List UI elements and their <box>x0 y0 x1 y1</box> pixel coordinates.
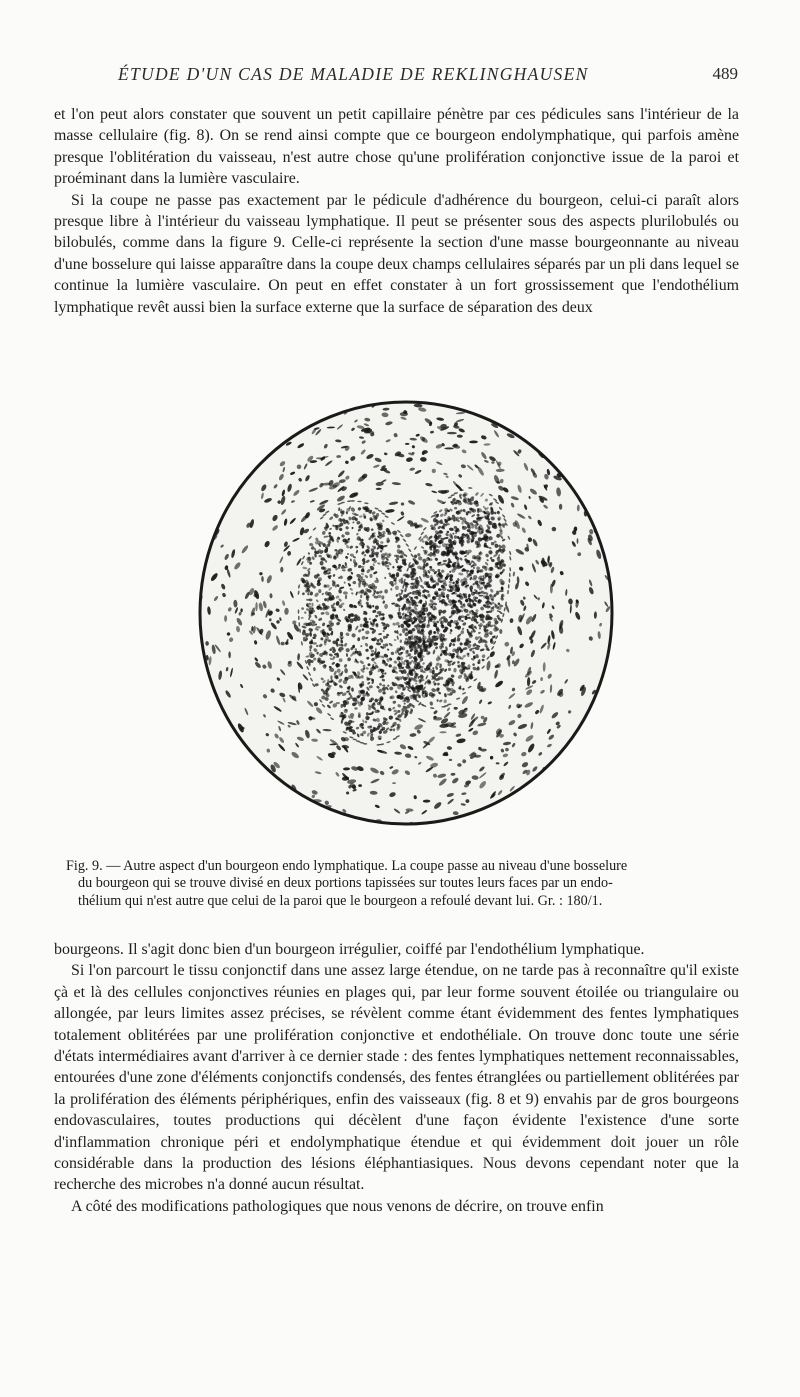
caption-line: thélium qui n'est autre que celui de la paroi que le bourgeon a refoulé devant lui. Gr. : 180/1. <box>78 892 603 909</box>
cell-nucleus <box>228 491 232 495</box>
cell-nucleus <box>603 470 609 476</box>
cell-nucleus <box>540 443 545 449</box>
cell-nucleus <box>444 447 454 449</box>
cell-nucleus <box>257 415 264 421</box>
cell-nucleus <box>537 408 547 414</box>
cell-nucleus <box>324 398 331 403</box>
cell-nucleus <box>501 809 508 815</box>
cell-nucleus <box>204 451 207 458</box>
cell-nucleus <box>307 812 312 817</box>
cell-nucleus <box>595 814 601 820</box>
cell-nucleus <box>349 823 353 827</box>
paragraph: A côté des modifications pathologiques que nous venons de décrire, on trouve enfin <box>71 1197 604 1215</box>
cell-nucleus <box>597 499 603 505</box>
cell-nucleus <box>260 820 265 823</box>
cell-nucleus <box>268 819 276 827</box>
cell-nucleus <box>524 406 528 409</box>
cell-nucleus <box>539 399 545 404</box>
cell-nucleus <box>593 469 599 474</box>
cell-nucleus <box>283 412 291 417</box>
cell-nucleus <box>260 787 267 793</box>
cell-nucleus <box>535 415 541 424</box>
cell-nucleus <box>489 401 499 408</box>
cell-nucleus <box>230 445 236 451</box>
cell-nucleus <box>202 781 207 788</box>
cell-nucleus <box>221 406 226 412</box>
cell-nucleus <box>281 407 289 412</box>
cell-nucleus <box>337 399 347 401</box>
cell-nucleus <box>598 821 605 824</box>
cell-nucleus <box>288 418 295 426</box>
cell-nucleus <box>425 693 428 697</box>
cell-nucleus <box>389 398 394 401</box>
cell-nucleus <box>575 784 582 793</box>
cell-nucleus <box>273 428 280 436</box>
running-title: ÉTUDE D'UN CAS DE MALADIE DE REKLINGHAUSEN <box>118 64 589 84</box>
cell-nucleus <box>203 793 207 800</box>
cell-nucleus <box>397 398 403 400</box>
cell-nucleus <box>241 768 249 775</box>
cell-nucleus <box>262 774 268 780</box>
cell-nucleus <box>294 821 302 826</box>
cell-nucleus <box>215 800 220 805</box>
paragraph: et l'on peut alors constater que souvent un petit capillaire pénètre par ces pédicules sans l'intérieur de la masse cellulaire (fig. 8). On se rend ainsi compte que ce bourgeon endolymphatique, qui parfois amène presque l'oblitération du vaisseau, n'est autre chose qu'une prolifération conjonctive issue de la paroi et proéminant dans la lumière vasculaire. <box>54 106 739 188</box>
cell-nucleus <box>594 514 601 520</box>
cell-nucleus <box>607 532 612 537</box>
cell-nucleus <box>559 504 562 510</box>
cell-nucleus <box>603 698 607 704</box>
cell-nucleus <box>200 446 206 452</box>
cell-nucleus <box>204 437 210 443</box>
cell-nucleus <box>287 822 296 828</box>
cell-nucleus <box>591 463 597 470</box>
cell-nucleus <box>229 817 237 822</box>
cell-nucleus <box>384 589 388 593</box>
cell-nucleus <box>345 399 351 405</box>
cell-nucleus <box>251 441 256 446</box>
cell-nucleus <box>604 409 611 415</box>
cell-nucleus <box>581 789 588 796</box>
cell-nucleus <box>355 820 362 824</box>
cell-nucleus <box>309 400 314 405</box>
cell-nucleus <box>339 658 343 662</box>
cell-nucleus <box>196 791 200 798</box>
figure-caption <box>66 858 754 910</box>
cell-nucleus <box>578 436 587 444</box>
cell-nucleus <box>552 808 561 814</box>
cell-nucleus <box>198 487 208 494</box>
figure-micrograph <box>196 398 616 828</box>
cell-nucleus <box>203 441 210 448</box>
cell-nucleus <box>197 539 203 545</box>
cell-nucleus <box>240 447 248 452</box>
cell-nucleus <box>215 744 220 751</box>
cell-nucleus <box>251 445 256 451</box>
paragraph: Si l'on parcourt le tissu conjonctif dans une assez large étendue, on ne tarde pas à reconnaître qu'il existe çà et là des cellules conjonctives réunies en plages qui, par leur forme souvent étoilée ou triangulaire ou allongée, par leurs limites assez précises, se révèlent comme étant évidemment des fentes lymphatiques totalement oblitérées par une prolifération conjonctive et endothéliale. On trouve donc toute une série d'états intermédiaires avant d'arriver à ce dernier stade : des fentes lymphatiques nettement reconnaissables, entourées d'une zone d'éléments conjonctifs condensés, des fentes étranglées ou partiellement oblitérées par la prolifération des éléments périphériques, enfin des vaisseaux (fig. 8 et 9) envahis par de gros bourgeons endovasculaires, toutes productions qui décèlent d'une façon évidente l'existence d'une sorte d'inflammation chronique péri et endolymphatique étendue et qui évidemment doit jouer un rôle considérable dans la production des lésions éléphantiasiques. Nous devons cependant noter que la recherche des microbes n'a donné aucun résultat. <box>54 962 739 1194</box>
cell-nucleus <box>571 438 578 448</box>
cell-nucleus <box>584 825 589 828</box>
cell-nucleus <box>200 407 207 413</box>
cell-nucleus <box>612 429 615 432</box>
cell-nucleus <box>227 496 231 500</box>
cell-nucleus <box>369 822 373 826</box>
cell-nucleus <box>282 403 287 409</box>
paragraph: Si la coupe ne passe pas exactement par le pédicule d'adhérence du bourgeon, celui-ci paraît alors presque libre à l'intérieur du vaisseau lymphatique. Il peut se présenter sous des aspects plurilobulés ou bilobulés, comme dans la figure 9. Celle-ci représente la section d'une masse bourgeonnante au niveau d'une bosselure qui laisse apparaître dans la coupe deux champs cellulaires séparés par un pli dans lequel se continue la lumière vasculaire. On peut en effet constater à un fort grossissement que l'endothélium lymphatique revêt aussi bien la surface externe que la surface de séparation des deux <box>54 191 739 316</box>
cell-nucleus <box>541 409 549 413</box>
cell-nucleus <box>454 707 458 710</box>
cell-nucleus <box>473 404 480 408</box>
cell-nucleus <box>546 432 552 438</box>
cell-nucleus <box>354 707 357 709</box>
cell-nucleus <box>428 398 434 400</box>
cell-nucleus <box>609 442 616 449</box>
cell-nucleus <box>238 474 246 479</box>
cell-nucleus <box>575 738 580 743</box>
cell-nucleus <box>571 468 574 476</box>
cell-nucleus <box>468 823 475 827</box>
cell-nucleus <box>298 798 304 804</box>
cell-nucleus <box>496 398 504 402</box>
cell-nucleus <box>608 527 613 532</box>
cell-nucleus <box>592 467 600 473</box>
cell-nucleus <box>447 432 457 434</box>
cell-nucleus <box>499 804 506 808</box>
cell-nucleus <box>451 654 454 656</box>
cell-nucleus <box>551 400 559 409</box>
cell-nucleus <box>213 780 220 788</box>
cell-nucleus <box>609 669 616 678</box>
cell-nucleus <box>551 409 558 416</box>
cell-nucleus <box>257 794 262 798</box>
cell-nucleus <box>612 735 616 741</box>
cell-nucleus <box>486 812 493 816</box>
cell-nucleus <box>353 651 356 654</box>
cell-nucleus <box>232 438 238 444</box>
cell-nucleus <box>274 800 282 803</box>
cell-nucleus <box>304 805 313 812</box>
cell-nucleus <box>532 797 539 804</box>
cell-nucleus <box>236 744 242 750</box>
cell-nucleus <box>196 703 199 711</box>
cell-nucleus <box>235 420 242 428</box>
cell-nucleus <box>260 778 265 782</box>
cell-nucleus <box>477 403 484 408</box>
cell-nucleus <box>570 430 578 438</box>
cell-nucleus <box>312 412 321 416</box>
cell-nucleus <box>219 762 227 770</box>
cell-nucleus <box>579 478 587 488</box>
cell-nucleus <box>281 642 285 646</box>
cell-nucleus <box>213 414 217 417</box>
cell-nucleus <box>604 496 607 500</box>
cell-nucleus <box>600 729 608 735</box>
cell-nucleus <box>198 683 203 692</box>
cell-nucleus <box>217 720 221 724</box>
cell-nucleus <box>558 398 566 401</box>
cell-nucleus <box>209 746 218 755</box>
text-block-top <box>54 104 739 318</box>
cell-nucleus <box>274 786 280 792</box>
cell-nucleus <box>207 461 212 466</box>
cell-nucleus <box>591 426 601 431</box>
cell-nucleus <box>587 456 593 465</box>
cell-nucleus <box>573 420 580 428</box>
cell-nucleus <box>328 404 337 407</box>
cell-nucleus <box>225 486 234 494</box>
cell-nucleus <box>592 754 597 761</box>
caption-line: du bourgeon qui se trouve divisé en deux portions tapissées sur toutes leurs faces par un endo- <box>78 875 613 892</box>
cell-nucleus <box>263 814 271 821</box>
cell-nucleus <box>252 766 257 773</box>
cell-nucleus <box>585 766 591 772</box>
cell-nucleus <box>206 429 211 436</box>
cell-nucleus <box>528 809 534 814</box>
cell-nucleus <box>228 440 235 445</box>
cell-nucleus <box>610 697 614 705</box>
cell-nucleus <box>499 629 502 634</box>
cell-nucleus <box>221 728 227 734</box>
cell-nucleus <box>311 818 321 823</box>
cell-nucleus <box>257 412 266 418</box>
cell-nucleus <box>196 787 201 794</box>
cell-nucleus <box>605 433 610 438</box>
cell-nucleus <box>232 463 240 468</box>
cell-nucleus <box>248 804 256 815</box>
cell-nucleus <box>209 769 215 775</box>
cell-nucleus <box>234 445 238 450</box>
cell-nucleus <box>233 413 239 418</box>
cell-nucleus <box>196 679 199 684</box>
cell-nucleus <box>207 439 217 446</box>
cell-nucleus <box>245 424 250 430</box>
cell-nucleus <box>205 522 208 530</box>
cell-nucleus <box>216 402 221 407</box>
cell-nucleus <box>600 488 604 496</box>
cell-nucleus <box>258 812 265 818</box>
cell-nucleus <box>557 792 565 799</box>
field-of-view <box>200 402 612 824</box>
cell-nucleus <box>606 797 611 806</box>
cell-nucleus <box>575 443 580 448</box>
cell-nucleus <box>542 401 550 410</box>
cell-nucleus <box>272 414 278 420</box>
cell-nucleus <box>228 768 234 774</box>
cell-nucleus <box>328 818 334 823</box>
cell-nucleus <box>567 446 577 451</box>
cell-nucleus <box>291 417 296 420</box>
cell-nucleus <box>198 687 204 695</box>
cell-nucleus <box>346 792 349 795</box>
cell-nucleus <box>215 763 219 769</box>
cell-nucleus <box>311 807 316 812</box>
cell-nucleus <box>227 437 235 443</box>
cell-nucleus <box>466 398 471 401</box>
cell-nucleus <box>342 400 349 406</box>
cell-nucleus <box>354 614 357 618</box>
cell-nucleus <box>543 407 549 411</box>
cell-nucleus <box>241 438 250 445</box>
cell-nucleus <box>536 800 545 809</box>
micrograph-illustration <box>196 398 616 828</box>
caption-line: Fig. 9. — Autre aspect d'un bourgeon endo lymphatique. La coupe passe au niveau d'une bosselure <box>66 858 628 874</box>
cell-nucleus <box>215 448 222 457</box>
cell-nucleus <box>575 436 580 444</box>
cell-nucleus <box>341 398 350 404</box>
cell-nucleus <box>226 797 234 801</box>
cell-nucleus <box>197 722 203 729</box>
cell-nucleus <box>295 422 304 428</box>
cell-nucleus <box>196 774 204 783</box>
cell-nucleus <box>264 418 272 428</box>
cell-nucleus <box>572 757 580 765</box>
cell-nucleus <box>478 821 483 826</box>
cell-nucleus <box>545 420 553 427</box>
page-number: 489 <box>712 64 738 83</box>
cell-nucleus <box>613 649 616 655</box>
cell-nucleus <box>400 412 408 416</box>
cell-nucleus <box>196 565 199 571</box>
cell-nucleus <box>318 589 321 593</box>
cell-nucleus <box>519 399 524 402</box>
cell-nucleus <box>602 783 609 790</box>
cell-nucleus <box>230 403 238 409</box>
cell-nucleus <box>279 792 284 799</box>
paragraph: bourgeons. Il s'agit donc bien d'un bourgeon irrégulier, coiffé par l'endothélium lymphatique. <box>54 941 645 958</box>
cell-nucleus <box>533 440 540 445</box>
cell-nucleus <box>580 736 586 743</box>
cell-nucleus <box>591 729 593 736</box>
cell-nucleus <box>206 502 215 511</box>
cell-nucleus <box>465 816 475 819</box>
cell-nucleus <box>220 443 225 448</box>
cell-nucleus <box>613 822 616 828</box>
cell-nucleus <box>324 822 332 825</box>
cell-nucleus <box>611 696 616 706</box>
cell-nucleus <box>461 822 468 828</box>
cell-nucleus <box>602 490 609 496</box>
cell-nucleus <box>276 408 286 415</box>
cell-nucleus <box>598 816 606 823</box>
cell-nucleus <box>563 757 572 763</box>
cell-nucleus <box>609 478 615 486</box>
cell-nucleus <box>543 774 548 781</box>
cell-nucleus <box>197 537 204 547</box>
cell-nucleus <box>588 455 594 460</box>
cell-nucleus <box>597 751 607 759</box>
cell-nucleus <box>610 443 615 450</box>
cell-nucleus <box>214 809 219 816</box>
cell-nucleus <box>523 820 531 826</box>
cell-nucleus <box>244 418 253 422</box>
cell-nucleus <box>602 729 606 735</box>
cell-nucleus <box>492 401 498 406</box>
cell-nucleus <box>196 533 199 541</box>
text-block-bottom <box>54 939 739 1217</box>
cell-nucleus <box>589 477 597 483</box>
cell-nucleus <box>196 806 200 816</box>
cell-nucleus <box>561 760 570 770</box>
cell-nucleus <box>274 399 282 404</box>
cell-nucleus <box>573 798 582 806</box>
cell-nucleus <box>553 793 559 802</box>
cell-nucleus <box>577 538 579 544</box>
cell-nucleus <box>204 766 208 770</box>
cell-nucleus <box>221 777 226 783</box>
cell-nucleus <box>427 594 430 598</box>
cell-nucleus <box>602 806 607 811</box>
cell-nucleus <box>568 779 573 784</box>
cell-nucleus <box>549 795 556 805</box>
cell-nucleus <box>196 755 199 763</box>
running-head <box>118 64 738 88</box>
cell-nucleus <box>611 730 616 737</box>
cell-nucleus <box>595 771 601 778</box>
